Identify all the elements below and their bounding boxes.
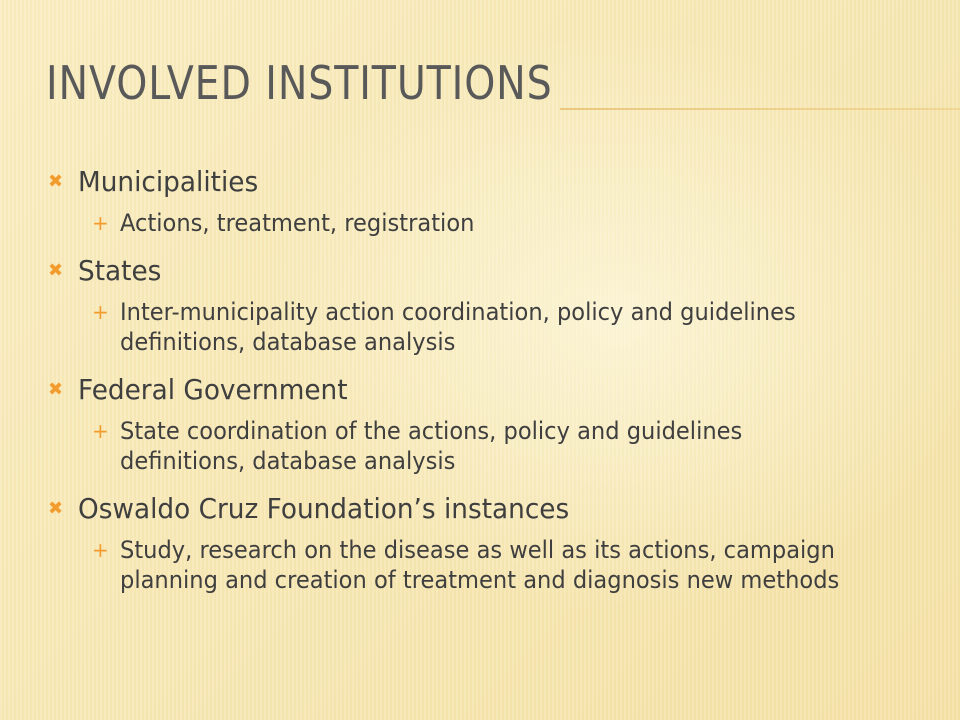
sub-item-text: State coordination of the actions, policy and guidelines definitions, database analysis	[120, 417, 743, 475]
sub-item-text: Inter-municipality action coordination, policy and guidelines definitions, database analysis	[120, 298, 796, 356]
plus-bullet-icon: +	[92, 538, 109, 562]
list-item-label: Municipalities	[78, 165, 259, 198]
list-item-municipalities	[48, 162, 928, 202]
sub-item	[92, 416, 928, 476]
list-item-label: Federal Government	[78, 373, 348, 406]
sub-item	[92, 297, 928, 357]
list-item-states	[48, 251, 928, 291]
x-bullet-icon: ✖	[48, 379, 64, 400]
slide-title: INVOLVED INSTITUTIONS	[46, 56, 553, 110]
list-item-federal-government	[48, 370, 928, 410]
plus-bullet-icon: +	[92, 300, 109, 324]
list-item-oswaldo-cruz-foundation	[48, 489, 928, 529]
x-bullet-icon: ✖	[48, 171, 64, 192]
list-item-label: Oswaldo Cruz Foundation’s instances	[78, 492, 570, 525]
list-item-label: States	[78, 254, 162, 287]
sub-item	[92, 535, 928, 595]
sub-item	[92, 208, 928, 238]
plus-bullet-icon: +	[92, 211, 109, 235]
bullet-list	[48, 162, 928, 595]
sub-item-text: Study, research on the disease as well as its actions, campaign planning and creation of treatment and diagnosis new methods	[120, 536, 840, 594]
x-bullet-icon: ✖	[48, 498, 64, 519]
sub-item-text: Actions, treatment, registration	[120, 209, 475, 237]
plus-bullet-icon: +	[92, 419, 109, 443]
x-bullet-icon: ✖	[48, 260, 64, 281]
title-divider	[560, 108, 960, 110]
